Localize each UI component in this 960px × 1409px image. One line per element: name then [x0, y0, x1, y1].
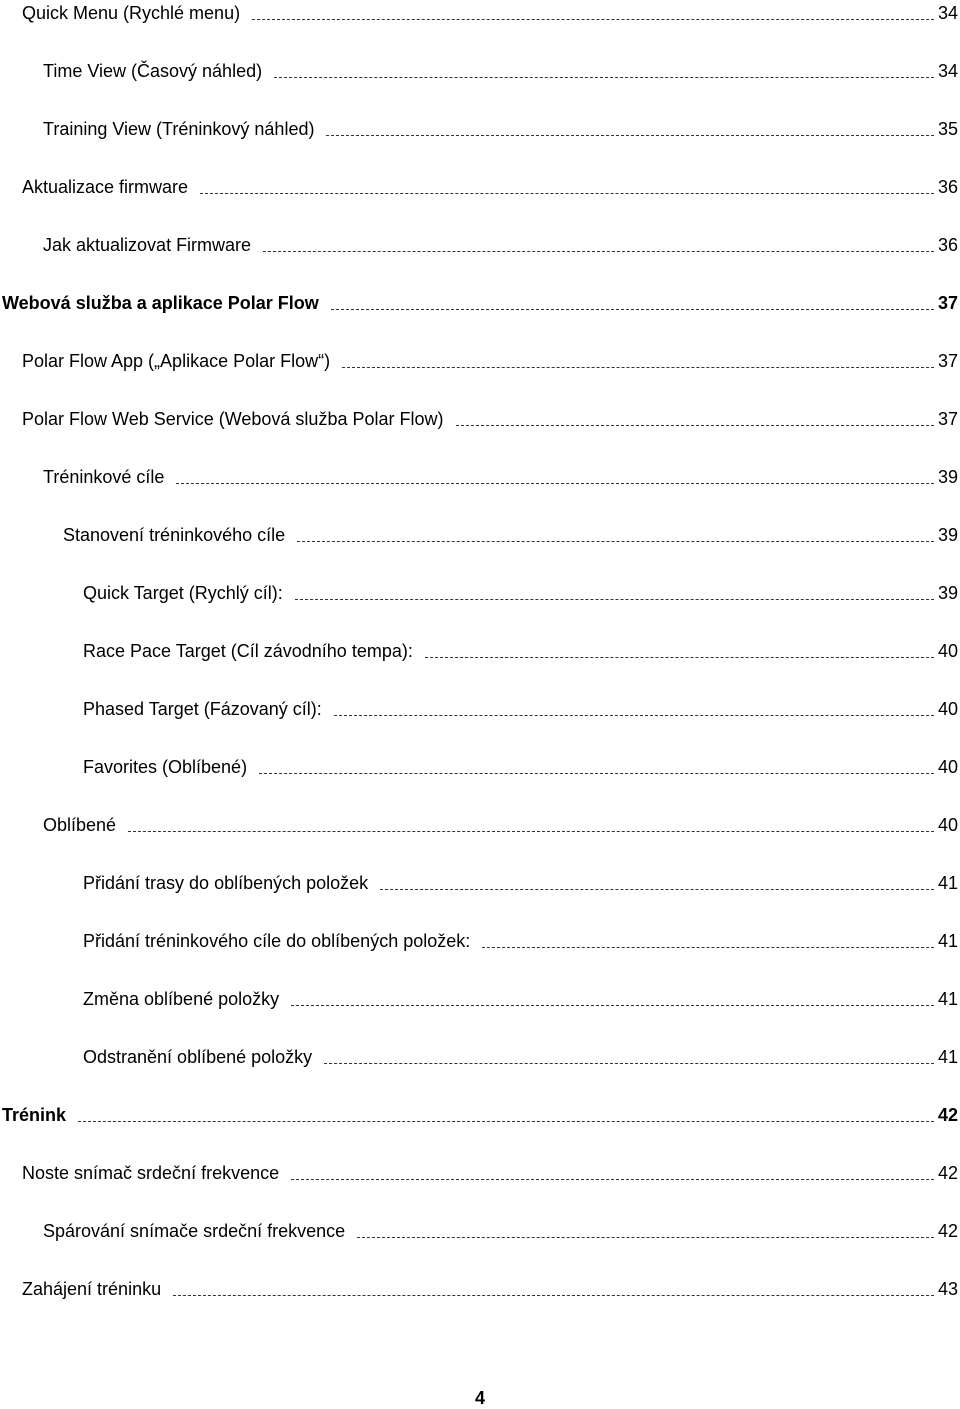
toc-entry[interactable] — [0, 232, 958, 256]
dot-leader — [324, 1063, 934, 1064]
dot-leader — [128, 831, 934, 832]
dot-leader — [456, 425, 934, 426]
toc-entry-title: Training View (Tréninkový náhled) — [43, 119, 315, 139]
dot-leader — [295, 599, 934, 600]
toc-entry[interactable] — [0, 580, 958, 604]
toc-entry-page: 40 — [937, 699, 958, 719]
toc-entry-page: 39 — [937, 525, 958, 545]
dot-leader — [200, 193, 934, 194]
toc-entry-page: 42 — [937, 1105, 958, 1125]
dot-leader — [357, 1237, 934, 1238]
toc-entry[interactable] — [0, 1160, 958, 1184]
toc-entry[interactable] — [0, 1044, 958, 1068]
toc-entry[interactable] — [0, 754, 958, 778]
toc-entry-title: Odstranění oblíbené položky — [83, 1047, 313, 1067]
dot-leader — [297, 541, 934, 542]
toc-entry-page: 42 — [937, 1221, 958, 1241]
dot-leader — [326, 135, 934, 136]
toc-entry[interactable] — [0, 696, 958, 720]
dot-leader — [263, 251, 934, 252]
toc-entry-page: 41 — [937, 873, 958, 893]
dot-leader — [380, 889, 934, 890]
toc-entry[interactable] — [0, 348, 958, 372]
toc-entry[interactable] — [0, 290, 958, 314]
toc-entry-page: 42 — [937, 1163, 958, 1183]
dot-leader — [291, 1179, 934, 1180]
toc-entry[interactable] — [0, 870, 958, 894]
toc-entry[interactable] — [0, 812, 958, 836]
toc-entry-title: Jak aktualizovat Firmware — [43, 235, 252, 255]
toc-entry[interactable] — [0, 116, 958, 140]
toc-entry-title: Zahájení tréninku — [22, 1279, 162, 1299]
toc-entry[interactable] — [0, 406, 958, 430]
toc-entry-title: Quick Target (Rychlý cíl): — [83, 583, 283, 603]
toc-entry[interactable] — [0, 174, 958, 198]
toc-entry-page: 39 — [937, 467, 958, 487]
toc-entry-title: Stanovení tréninkového cíle — [63, 525, 286, 545]
toc-entry[interactable] — [0, 638, 958, 662]
toc-entry-page: 37 — [937, 351, 958, 371]
toc-entry[interactable] — [0, 58, 958, 82]
toc-entry-page: 35 — [937, 119, 958, 139]
toc-entry-page: 36 — [937, 177, 958, 197]
toc-entry-title: Favorites (Oblíbené) — [83, 757, 248, 777]
dot-leader — [482, 947, 934, 948]
toc-entry-title: Polar Flow Web Service (Webová služba Polar Flow) — [22, 409, 444, 429]
toc-entry[interactable] — [0, 464, 958, 488]
dot-leader — [342, 367, 934, 368]
toc-entry-title: Spárování snímače srdeční frekvence — [43, 1221, 346, 1241]
toc-entry-page: 39 — [937, 583, 958, 603]
toc-entry-page: 41 — [937, 931, 958, 951]
toc-entry-page: 37 — [937, 409, 958, 429]
toc-entry-title: Trénink — [2, 1105, 67, 1125]
toc-entry[interactable] — [0, 1276, 958, 1300]
toc-entry-page: 43 — [937, 1279, 958, 1299]
dot-leader — [78, 1121, 934, 1122]
toc-entry-title: Quick Menu (Rychlé menu) — [22, 3, 241, 23]
dot-leader — [252, 19, 934, 20]
toc-entry-page: 40 — [937, 815, 958, 835]
toc-entry-title: Přidání trasy do oblíbených položek — [83, 873, 369, 893]
toc-entry-title: Noste snímač srdeční frekvence — [22, 1163, 280, 1183]
toc-entry-page: 34 — [937, 3, 958, 23]
dot-leader — [173, 1295, 934, 1296]
toc-entry-page: 34 — [937, 61, 958, 81]
toc-entry[interactable] — [0, 1102, 958, 1126]
toc-entry[interactable] — [0, 1218, 958, 1242]
toc-entry-title: Webová služba a aplikace Polar Flow — [2, 293, 319, 313]
page-number: 4 — [474, 1388, 485, 1408]
toc-entry-page: 41 — [937, 989, 958, 1009]
toc-entry-page: 37 — [937, 293, 958, 313]
dot-leader — [334, 715, 934, 716]
toc-entry-page: 40 — [937, 757, 958, 777]
toc-entry-page: 41 — [937, 1047, 958, 1067]
toc-entry-title: Polar Flow App („Aplikace Polar Flow“) — [22, 351, 331, 371]
toc-entry[interactable] — [0, 928, 958, 952]
toc-entry-title: Tréninkové cíle — [43, 467, 165, 487]
dot-leader — [291, 1005, 934, 1006]
dot-leader — [331, 309, 934, 310]
toc-entry-title: Time View (Časový náhled) — [43, 61, 263, 81]
toc-entry[interactable] — [0, 522, 958, 546]
dot-leader — [425, 657, 934, 658]
toc-entry[interactable] — [0, 0, 958, 24]
toc-entry-title: Oblíbené — [43, 815, 117, 835]
toc-entry-title: Aktualizace firmware — [22, 177, 189, 197]
toc-entry-title: Přidání tréninkového cíle do oblíbených položek: — [83, 931, 471, 951]
toc-entry[interactable] — [0, 986, 958, 1010]
toc-entry-page: 40 — [937, 641, 958, 661]
toc-entry-page: 36 — [937, 235, 958, 255]
toc-entry-title: Změna oblíbené položky — [83, 989, 280, 1009]
toc-entry-title: Phased Target (Fázovaný cíl): — [83, 699, 322, 719]
dot-leader — [274, 77, 934, 78]
toc-entry-title: Race Pace Target (Cíl závodního tempa): — [83, 641, 413, 661]
dot-leader — [259, 773, 934, 774]
dot-leader — [176, 483, 934, 484]
